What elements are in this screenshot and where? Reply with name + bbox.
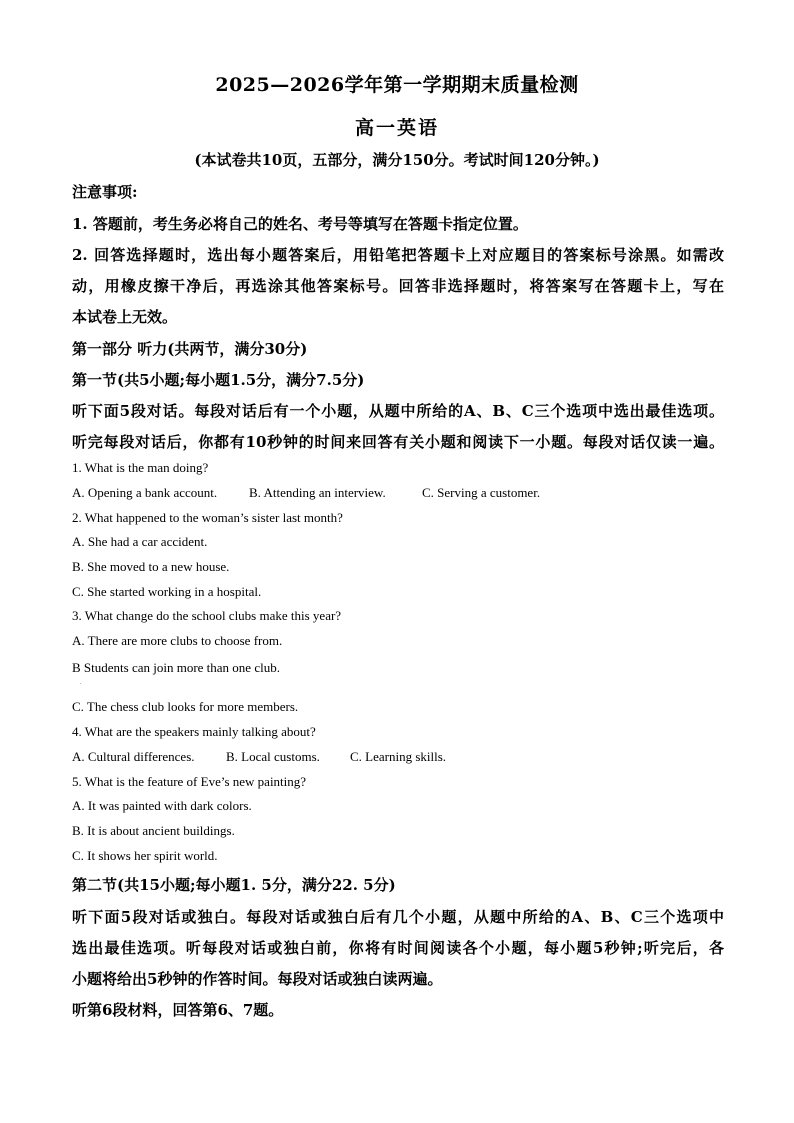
notice-item-1: 1. 答题前，考生务必将自己的姓名、考号等填写在答题卡指定位置。 [72, 215, 528, 233]
option-c: C. Learning skills. [350, 749, 447, 764]
question-1: 1. What is the man doing? [72, 460, 209, 475]
question-2-option-c: C. She started working in a hospital. [72, 584, 262, 599]
question-1-options [72, 485, 724, 501]
section1-instruction-line-2: 听完每段对话后，你都有10秒钟的时间来回答有关小题和阅读下一小题。每段对话仅读一遍。 [72, 433, 724, 451]
question-2: 2. What happened to the woman’s sister last month? [72, 510, 343, 525]
section1-instruction-line-1: 听下面5段对话。每段对话后有一个小题，从题中所给的A、B、C三个选项中选出最佳选项。 [72, 402, 724, 420]
question-5-option-c: C. It shows her spirit world. [72, 848, 218, 863]
notice-heading: 注意事项: [72, 183, 138, 201]
exam-note: (本试卷共10页，五部分，满分150分。考试时间120分钟。) [194, 151, 600, 169]
part1-heading: 第一部分 听力(共两节，满分30分) [72, 340, 308, 358]
notice-item-2-line-1: 2. 回答选择题时，选出每小题答案后，用铅笔把答题卡上对应题目的答案标号涂黑。如需改 [72, 246, 724, 264]
option-a: A. Cultural differences. [72, 749, 195, 764]
section2-instruction-line-2: 选出最佳选项。听每段对话或独白前，你将有时间阅读各个小题，每小题5秒钟;听完后，各 [72, 939, 724, 957]
option-b: B. Local customs. [226, 749, 320, 764]
question-3-option-a: A. There are more clubs to choose from. [72, 633, 283, 648]
question-3: 3. What change do the school clubs make this year? [72, 608, 342, 623]
notice-item-2-line-2: 动，用橡皮擦干净后，再选涂其他答案标号。回答非选择题时，将答案写在答题卡上，写在 [72, 277, 724, 295]
question-5-option-b: B. It is about ancient buildings. [72, 823, 235, 838]
question-5-option-a: A. It was painted with dark colors. [72, 798, 252, 813]
notice-item-2-line-3: 本试卷上无效。 [72, 308, 178, 326]
question-3-option-c: C. The chess club looks for more members. [72, 699, 299, 714]
subject-title: 高一英语 [354, 117, 439, 139]
exam-title: 2025—2026学年第一学期期末质量检测 [215, 74, 579, 96]
stray-dot: . [80, 680, 82, 686]
question-3-option-b: B Students can join more than one club. [72, 660, 280, 675]
question-2-option-a: A. She had a car accident. [72, 534, 208, 549]
question-5: 5. What is the feature of Eve’s new painting? [72, 774, 307, 789]
section2-heading: 第二节(共15小题;每小题1. 5分，满分22. 5分) [72, 876, 396, 894]
question-4-options [72, 749, 724, 765]
section2-instruction-line-3: 小题将给出5秒钟的作答时间。每段对话或独白读两遍。 [72, 970, 443, 988]
option-b: B. Attending an interview. [249, 485, 386, 500]
section1-heading: 第一节(共5小题;每小题1.5分，满分7.5分) [72, 371, 365, 389]
question-4: 4. What are the speakers mainly talking about? [72, 724, 316, 739]
option-a: A. Opening a bank account. [72, 485, 218, 500]
material-6-heading: 听第6段材料，回答第6、7题。 [72, 1001, 284, 1019]
option-c: C. Serving a customer. [422, 485, 541, 500]
question-2-option-b: B. She moved to a new house. [72, 559, 230, 574]
section2-instruction-line-1: 听下面5段对话或独白。每段对话或独白后有几个小题，从题中所给的A、B、C三个选项中 [72, 908, 724, 926]
